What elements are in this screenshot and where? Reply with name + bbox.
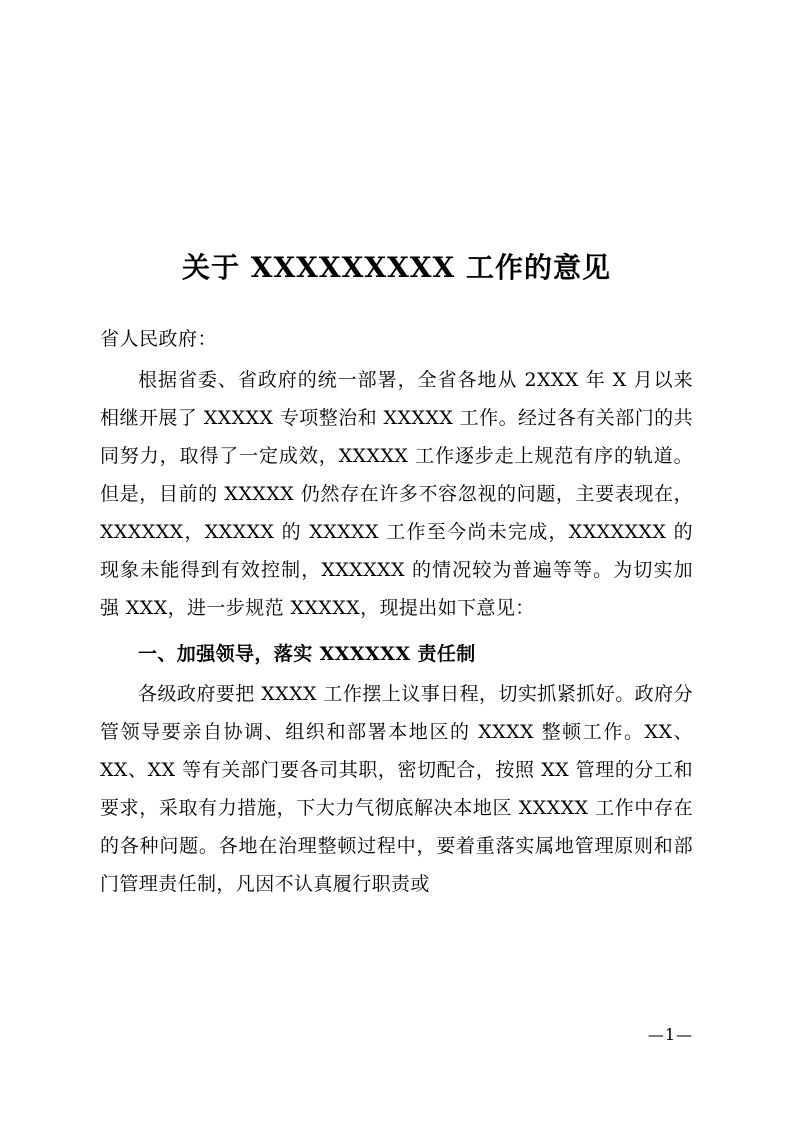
section-heading: 一、加强领导，落实 XXXXXX 责任制 bbox=[138, 643, 476, 666]
paragraph-intro: 根据省委、省政府的统一部署，全省各地从 2XXX 年 X 月以来相继开展了 XXXXX 专项整治和 XXXXX 工作。经过各有关部门的共同努力，取得了一定成效，XXXXX 工作逐步走上规范有序的轨道。但是，目前的 XXXXX 仍然存在许多不容忽视的问题，主要表现在，XXXXXX，XXXXX 的 XXXXX 工作至今尚未完成，XXXXXXX 的现象未能得到有效控制，XXXXXX 的情况较为普遍等等。为切实加强 XXX，进一步规范 XXXXX，现提出如下意见： bbox=[100, 369, 693, 620]
page-title: 关于 XXXXXXXXX 工作的意见 bbox=[181, 251, 612, 284]
document-body bbox=[100, 248, 693, 905]
page-number: —1— bbox=[647, 1025, 693, 1044]
paragraph-section-1: 各级政府要把 XXXX 工作摆上议事日程，切实抓紧抓好。政府分管领导要亲自协调、组织和部署本地区的 XXXX 整顿工作。XX、XX、XX 等有关部门要各司其职，密切配合，按照 XX 管理的分工和要求，采取有力措施，下大力气彻底解决本地区 XXXXX 工作中存在的各种问题。各地在治理整顿过程中，要着重落实属地管理原则和部门管理责任制，凡因不认真履行职责或 bbox=[100, 683, 693, 896]
salutation: 省人民政府： bbox=[100, 328, 218, 351]
